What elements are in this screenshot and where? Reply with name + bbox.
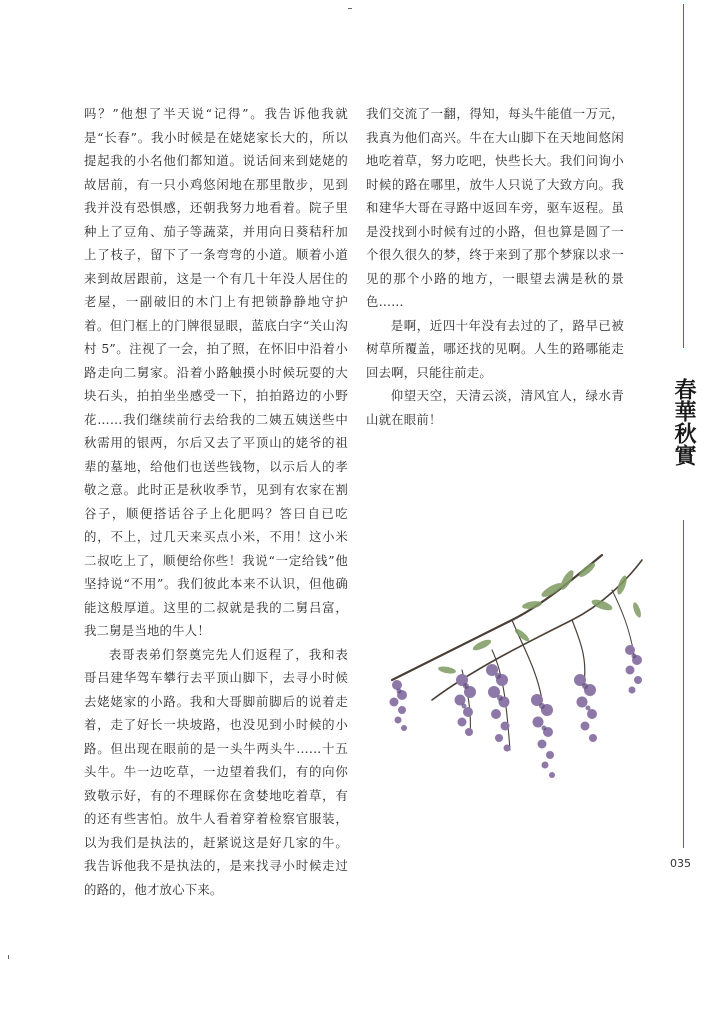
page-number: 035 bbox=[670, 857, 691, 870]
paragraph: 吗？”他想了半天说“记得”。我告诉他我就是“长春”。我小时候是在姥姥家长大的，所以提起我的小名他们都知道。说话间来到姥姥的故居前，有一只小鸡悠闲地在那里散步，见到我并没有恐惧感，还朝我努力地看着。院子里种上了豆角、茄子等蔬菜，并用向日葵秸秆加上了枝子，留下了一条弯弯的小道。顺着小道来到故居跟前，这是一个有几十年没人居住的老屋，一副破旧的木门上有把锁静静地守护着。但门框上的门牌很显眼，蓝底白字“关山沟村 5”。注视了一会，拍了照，在怀旧中沿着小路走向二舅家。沿着小路触摸小时候玩耍的大块石头，拍拍坐坐感受一下，拍拍路边的小野花……我们继续前行去给我的二姨五姨送些中秋需用的银两，尔后又去了平顶山的姥爷的祖辈的墓地，给他们也送些钱物，以示后人的孝敬之意。此时正是秋收季节，见到有农家在割谷子，顺便搭话谷子上化肥吗？答曰自已吃的，不上，过几天来买点小米，不用！这小米二叔吃上了，顺便给你些！我说“一定给钱”他坚持说“不用”。我们彼此本来不认识，但他确能这般厚道。这里的二叔就是我的二舅吕富，我二舅是当地的牛人！ bbox=[84, 106, 348, 638]
paragraph: 我们交流了一翻，得知，每头牛能值一万元，我真为他们高兴。牛在大山脚下在天地间悠闲地吃着草，努力吃吧，快些长大。我们问询小时候的路在哪里，放牛人只说了大致方向。我和建华大哥在寻路中返回车旁，驱车返程。虽是没找到小时候有过的小路，但也算是圆了一个很久很久的梦，终于来到了那个梦寐以求一见的那个小路的地方，一眼望去满是秋的景色…… bbox=[366, 106, 624, 309]
paragraph: 是啊，近四十年没有去过的了，路早已被树草所覆盖，哪还找的见啊。人生的路哪能走回去啊，只能往前走。 bbox=[366, 317, 624, 380]
text-column-right bbox=[366, 102, 624, 431]
leaves bbox=[438, 561, 643, 675]
scan-speck bbox=[348, 8, 352, 9]
text-column-left bbox=[84, 102, 348, 901]
vertical-rule-top bbox=[683, 4, 684, 348]
vertical-title: 春華秋實 bbox=[671, 378, 697, 466]
wisteria-painting-icon bbox=[372, 550, 652, 840]
branch bbox=[392, 555, 642, 750]
scan-speck bbox=[8, 955, 9, 959]
vertical-rule-bottom bbox=[683, 520, 684, 848]
paragraph: 仰望天空，天清云淡，清风宜人，绿水青山就在眼前！ bbox=[366, 388, 624, 427]
paragraph: 表哥表弟们祭奠完先人们返程了，我和表哥吕建华驾车攀行去平顶山脚下，去寻小时候去姥姥家的小路。我和大哥脚前脚后的说着走着，走了好长一块坡路，也没见到小时候的小路。但出现在眼前的是一头牛两头牛……十五头牛。牛一边吃草，一边望着我们，有的向你致敬示好，有的不理睬你在贪婪地吃着草，有的还有些害怕。放牛人看着穿着检察官服装，以为我们是执法的，赶紧说这是好几家的牛。我告诉他我不是执法的，是来找寻小时候走过的路的，他才放心下来。 bbox=[84, 646, 348, 897]
blossoms bbox=[390, 645, 643, 778]
